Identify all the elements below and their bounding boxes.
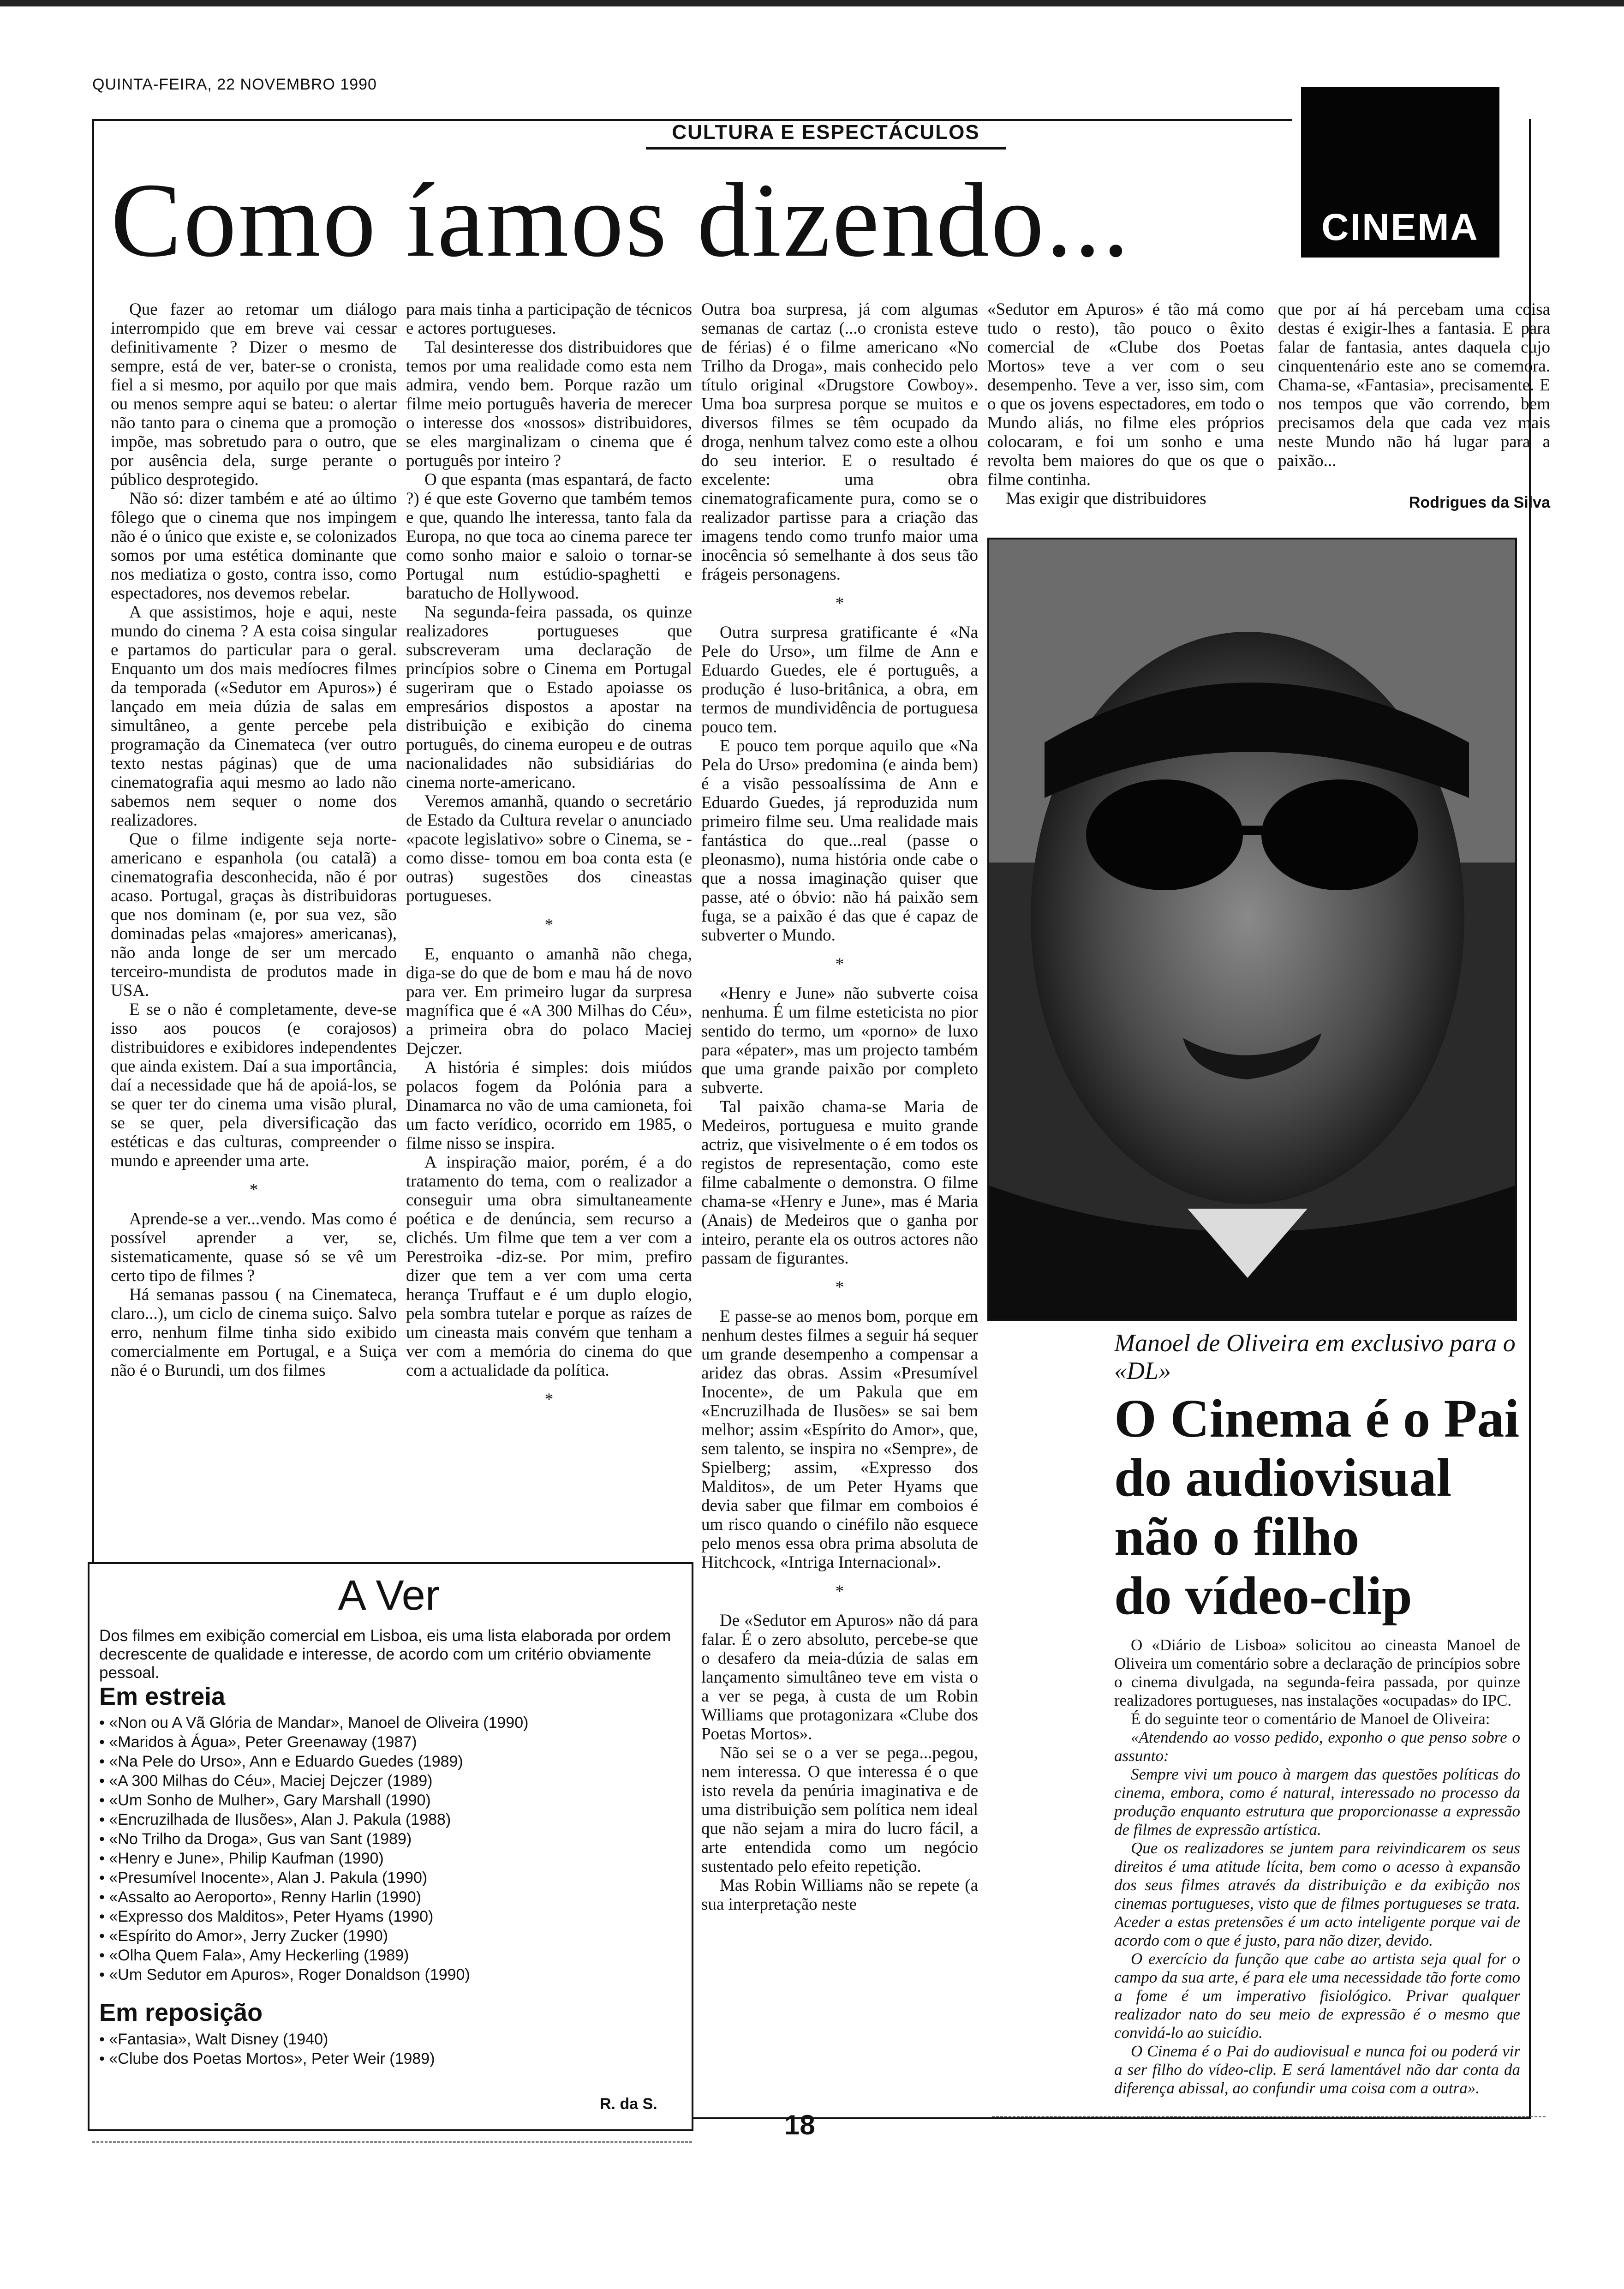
paragraph: E pouco tem porque aquilo que «Na Pela do Urso» predomina (e ainda bem) é a visão pessoalíssima de Ann e Eduardo Guedes, já reproduzida num primeiro filme seu. Uma realidade mais fantástica do que...real (passe o pleonasmo), numa história onde cabe o que a nossa imaginação quiser que passe, até o óbvio: não há paixão sem fuga, se a paixão é das que é capaz de subverter o Mundo. xyxy=(701,737,978,945)
list-item: • «Presumível Inocente», Alan J. Pakula (1990) xyxy=(99,1868,676,1888)
list-item: • «Non ou A Vã Glória de Mandar», Manoel de Oliveira (1990) xyxy=(99,1713,676,1732)
paragraph: E, enquanto o amanhã não chega, diga-se do que de bom e mau há de novo para ver. Em primeiro lugar da surpresa magnífica que é «A 300 Milhas do Céu», a primeira obra do polaco Maciej Dejczer. xyxy=(406,945,692,1058)
interview-headline-line-2: do audiovisual xyxy=(1114,1447,1452,1508)
list-item: • «Um Sonho de Mulher», Gary Marshall (1990) xyxy=(99,1791,676,1810)
a-ver-reposicao-title: Em reposição xyxy=(99,1999,263,2026)
portrait-photo xyxy=(987,538,1517,1321)
paragraph: Mas Robin Williams não se repete (a sua interpretação neste xyxy=(701,1876,978,1914)
paragraph: Não sei se o a ver se pega...pegou, nem interessa. O que interessa é o que isto revela da penúria imaginativa e de uma distribuição sem política nem ideal que não sejam a mira do lucro fácil, a arte entendida como um negócio sustentado pelo efeito repetição. xyxy=(701,1744,978,1876)
paragraph: Outra boa surpresa, já com algumas semanas de cartaz (...o cronista esteve de férias) é o filme americano «No Trilho da Droga», mais conhecido pelo título original «Drugstore Cowboy». Uma boa surpresa porque se muitos e diversos filmes se têm ocupado da droga, nenhum talvez como este a olhou do seu interior. E o resultado é excelente: uma obra cinematograficamente pura, como se o realizador partisse para a criação das imagens tendo como trunfo maior uma inocência só semelhante à dos seus tão frágeis personagens. xyxy=(701,300,978,584)
separator-star: * xyxy=(544,916,554,935)
cinema-label: CINEMA xyxy=(1321,206,1479,248)
list-item: • «Espírito do Amor», Jerry Zucker (1990) xyxy=(99,1926,676,1946)
a-ver-reposicao-list xyxy=(99,2030,676,2068)
page-number: 18 xyxy=(784,2109,815,2140)
separator-star: * xyxy=(835,594,844,613)
list-item: • «No Trilho da Droga», Gus van Sant (1989) xyxy=(99,1829,676,1849)
paragraph: que por aí há percebam uma coisa destas é exigir-lhes a fantasia. E para falar de fantasia, antes daquela cujo cinquentenário este ano se comemora. Chama-se, «Fantasia», precisamente. E nos tempos que vão correndo, bem precisamos dela que cada vez mais neste Mundo não há lugar para a paixão... xyxy=(1278,300,1550,470)
paragraph: «Henry e June» não subverte coisa nenhuma. É um filme esteticista no pior sentido do termo, um «porno» de luxo para «épater», mas um projecto também que uma grande paixão por completo subverte. xyxy=(701,984,978,1097)
list-item: • «Encruzilhada de Ilusões», Alan J. Pakula (1988) xyxy=(99,1810,676,1829)
paragraph: E passe-se ao menos bom, porque em nenhum destes filmes a seguir há sequer um grande desempenho a compensar a aridez das obras. Assim «Presumível Inocente», de um Pakula que em «Encruzilhada de Ilusões» se sai bem melhor; assim «Espírito do Amor», que, sem talento, se inspira no «Sempre», de Spielberg; assim, «Expresso dos Malditos», de um Peter Hyams que devia saber que filmar em comboios é um risco quando o cinéfilo não esquece pelo menos essa obra prima absoluta de Hitchcock, «Intriga Internacional». xyxy=(701,1307,978,1572)
bottom-dash-right xyxy=(992,2116,1546,2117)
paragraph: Que fazer ao retomar um diálogo interrompido que em breve vai cessar definitivamente ? Dizer o mesmo de sempre, está de ver, bater-se o cronista, fiel a si mesmo, por aquilo por que mais ou menos sempre aqui se bateu: o alertar não tanto para o cinema que a promoção impõe, mas sobretudo para o outro, que por ausência dela, surge perante o público desprotegido. xyxy=(111,300,397,489)
separator-star: * xyxy=(835,1582,844,1601)
bottom-dash-left xyxy=(92,2141,692,2143)
paragraph: «Sedutor em Apuros» é tão má como tudo o resto), tão pouco o êxito comercial de «Clube dos Poetas Mortos» teve a ver com o seu desempenho. Teve a ver, isso sim, com o que os jovens espectadores, em todo o Mundo aliás, no filme eles próprios colocaram, e foi um sonho e uma revolta bem maiores do que os que o filme continha. xyxy=(987,300,1264,489)
interview-intro-2: É do seguinte teor o comentário de Manoel de Oliveira: xyxy=(1131,1710,1490,1728)
paragraph: De «Sedutor em Apuros» não dá para falar. É o zero absoluto, percebe-se que o desafero da meia-dúzia de salas em lançamento simultâneo teve em vista o a ver se pega, à custa de um Robin Williams que protagonizara «Clube dos Poetas Mortos». xyxy=(701,1611,978,1744)
paragraph: A inspiração maior, porém, é a do tratamento do tema, com o realizador a conseguir uma obra simultaneamente poética e de denúncia, sem recurso a clichés. Um filme que tem a ver com a Perestroika -diz-se. Por mim, prefiro dizer que tem a ver com uma certa herança Truffaut e é um duplo elogio, pela sombra tutelar e porque as raízes de um cineasta mais convém que tenham a ver com a memória do cinema do que com a actualidade da política. xyxy=(406,1153,692,1380)
a-ver-estreia-list xyxy=(99,1713,676,1984)
a-ver-estreia-title: Em estreia xyxy=(99,1683,226,1710)
a-ver-title: A Ver xyxy=(338,1572,440,1619)
top-rule xyxy=(0,0,1624,6)
separator-star: * xyxy=(249,1180,258,1199)
list-item: • «Olha Quem Fala», Amy Heckerling (1989) xyxy=(99,1946,676,1965)
interview-headline-line-1: O Cinema é o Pai xyxy=(1114,1388,1520,1449)
portrait-image xyxy=(989,539,1515,1319)
byline: Rodrigues da Silva xyxy=(1409,494,1550,511)
paragraph: Tal desinteresse dos distribuidores que temos por uma realidade como esta nem admira, vendo bem. Porque razão um filme meio português haveria de merecer o interesse dos «nossos» distribuidores, se eles marginalizam o cinema que é português por inteiro ? xyxy=(406,338,692,470)
a-ver-signature: R. da S. xyxy=(600,2095,657,2113)
a-ver-intro: Dos filmes em exibição comercial em Lisboa, eis uma lista elaborada por ordem decrescente de qualidade e interesse, de acordo com um critério obviamente pessoal. xyxy=(99,1627,671,1682)
interview-kicker: Manoel de Oliveira em exclusivo para o «DL» xyxy=(1114,1329,1516,1384)
interview-headline xyxy=(1114,1389,1529,1625)
interview-body xyxy=(1114,1636,1520,2097)
list-item: • «Na Pele do Urso», Ann e Eduardo Guedes (1989) xyxy=(99,1752,676,1771)
column-5 xyxy=(1278,300,1550,470)
list-item: • «Expresso dos Malditos», Peter Hyams (1990) xyxy=(99,1907,676,1926)
paragraph: Há semanas passou ( na Cinemateca, claro...), um ciclo de cinema suiço. Salvo erro, nenhum filme tinha sido exibido comercialmente em Portugal, e a Suiça não é o Burundi, um dos filmes xyxy=(111,1285,397,1380)
list-item: • «Assalto ao Aeroporto», Renny Harlin (1990) xyxy=(99,1888,676,1907)
interview-quote-2: Sempre vivi um pouco à margem das questões políticas do cinema, embora, como é natural, interessado no processo da produção enquanto estrutura que proporcionasse a expressão de filmes de expressão artística. xyxy=(1114,1765,1520,1839)
paragraph: O que espanta (mas espantará, de facto ?) é que este Governo que também temos e que, quando lhe interessa, tanto fala da Europa, no que toca ao cinema parece ter como sonho maior e saloio o tornar-se Portugal num estúdio-spaghetti e baratucho de Hollywood. xyxy=(406,470,692,603)
paragraph: Que o filme indigente seja norte-americano e espanhola (ou catalã) a cinematografia desconhecida, não é por acaso. Portugal, graças às distribuidoras que nos dominam (e, por sua vez, são dominadas pelas «majores» americanas), não anda longe de ser um mercado terceiro-mundista de produtos made in USA. xyxy=(111,830,397,1000)
dateline: QUINTA-FEIRA, 22 NOVEMBRO 1990 xyxy=(92,76,377,93)
paragraph: Tal paixão chama-se Maria de Medeiros, portuguesa e muito grande actriz, que visivelmente o é em todos os registos de representação, como este filme cabalmente o demonstra. O filme chama-se «Henry e June», mas é Maria (Anais) de Medeiros que o ganha por inteiro, perante ela os outros actores não passam de figurantes. xyxy=(701,1097,978,1268)
paragraph: A história é simples: dois miúdos polacos fogem da Polónia para a Dinamarca no vão de uma camioneta, foi um facto verídico, ocorrido em 1985, o filme nisso se inspira. xyxy=(406,1058,692,1153)
paragraph: A que assistimos, hoje e aqui, neste mundo do cinema ? A esta coisa singular e partamos do particular para o geral. Enquanto um dos mais medíocres filmes da temporada («Sedutor em Apuros») é lançado em meia dúzia de salas em simultâneo, a gente percebe pela programação da Cinemateca (ver outro texto nestas páginas) que de uma cinematografia aqui mesmo ao lado não sabemos nem sequer o nome dos realizadores. xyxy=(111,603,397,830)
list-item: • «Henry e June», Philip Kaufman (1990) xyxy=(99,1849,676,1868)
column-4 xyxy=(987,300,1264,508)
headline: Como íamos dizendo... xyxy=(111,161,1131,279)
interview-quote-1: «Atendendo ao vosso pedido, exponho o que penso sobre o assunto: xyxy=(1114,1728,1520,1765)
section-title: CULTURA E ESPECTÁCULOS xyxy=(646,121,1006,150)
column-2 xyxy=(406,300,692,1419)
paragraph: para mais tinha a participação de técnicos e actores portugueses. xyxy=(406,300,692,338)
list-item: • «Maridos à Água», Peter Greenaway (1987) xyxy=(99,1732,676,1752)
column-1 xyxy=(111,300,397,1380)
list-item: • «A 300 Milhas do Céu», Maciej Dejczer (1989) xyxy=(99,1771,676,1791)
list-item: • «Clube dos Poetas Mortos», Peter Weir (1989) xyxy=(99,2049,676,2068)
interview-headline-line-4: do vídeo-clip xyxy=(1114,1565,1412,1626)
separator-star: * xyxy=(835,1278,844,1297)
separator-star: * xyxy=(835,955,844,974)
interview-intro-1: O «Diário de Lisboa» solicitou ao cineasta Manoel de Oliveira um comentário sobre a declaração de princípios sobre o cinema divulgada, na segunda-feira passada, por quinze realizadores portugueses, nas instalações «ocupadas» do IPC. xyxy=(1114,1636,1520,1709)
interview-quote-4: O exercício da função que cabe ao artista seja qual for o campo da sua arte, é para ele uma necessidade tão forte como a fome é um imperativo fisiológico. Privar qualquer realizador nato do seu meio de expressão é o mesmo que convidá-lo ao suicídio. xyxy=(1114,1950,1520,2042)
list-item: • «Fantasia», Walt Disney (1940) xyxy=(99,2030,676,2049)
interview-quote-5: O Cinema é o Pai do audiovisual e nunca foi ou poderá vir a ser filho do vídeo-clip. E será lamentável não dar conta da diferença abissal, ao confundir uma coisa com a outra». xyxy=(1114,2042,1520,2097)
paragraph: Outra surpresa gratificante é «Na Pele do Urso», um filme de Ann e Eduardo Guedes, ele é português, a produção é luso-britânica, a obra, em termos de mundividência de portuguesa pouco tem. xyxy=(701,623,978,737)
paragraph: Na segunda-feira passada, os quinze realizadores portugueses que subscreveram uma declaração de princípios sobre o Cinema em Portugal sugeriram que o Estado apoiasse os empresários dispostos a apostar na distribuição e exibição do cinema português, do cinema europeu e de outras nacionalidades não subsidiárias do cinema norte-americano. xyxy=(406,603,692,792)
paragraph: E se o não é completamente, deve-se isso aos poucos (e corajosos) distribuidores e exibidores independentes que ainda existem. Daí a sua importância, daí a necessidade que há de apoiá-los, se se quer ter do cinema uma visão plural, se se quer, pela diversificação das estéticas e das culturas, compreender o mundo e apreender uma arte. xyxy=(111,1000,397,1170)
paragraph: Veremos amanhã, quando o secretário de Estado da Cultura revelar o anunciado «pacote legislativo» sobre o Cinema, se -como disse- tomou em boa conta esta (e outras) sugestões dos cineastas portugueses. xyxy=(406,792,692,905)
interview-quote-3: Que os realizadores se juntem para reivindicarem os seus direitos é uma atitude lícita, bem como o acesso à expansão dos seus filmes através da distribuição e da exibição nos cinemas portugueses, visto que de filmes portugueses se trata. Aceder a estas pretensões é um acto inteligente porque vai de acordo com o que é justo, para não dizer, devido. xyxy=(1114,1839,1520,1949)
separator-star: * xyxy=(544,1390,554,1409)
column-3 xyxy=(701,300,978,1914)
paragraph: Aprende-se a ver...vendo. Mas como é possível aprender a ver, se, sistematicamente, quase só se vê um certo tipo de filmes ? xyxy=(111,1210,397,1285)
interview-headline-line-3: não o filho xyxy=(1114,1506,1360,1567)
paragraph: Mas exigir que distribuidores xyxy=(1006,489,1206,508)
list-item: • «Um Sedutor em Apuros», Roger Donaldson (1990) xyxy=(99,1965,676,1984)
paragraph: Não só: dizer também e até ao último fôlego que o cinema que nos impingem não é o único que existe e, se colonizados somos por uma estética dominante que nos mediatiza o gosto, contra isso, como espectadores, nos devemos rebelar. xyxy=(111,489,397,603)
